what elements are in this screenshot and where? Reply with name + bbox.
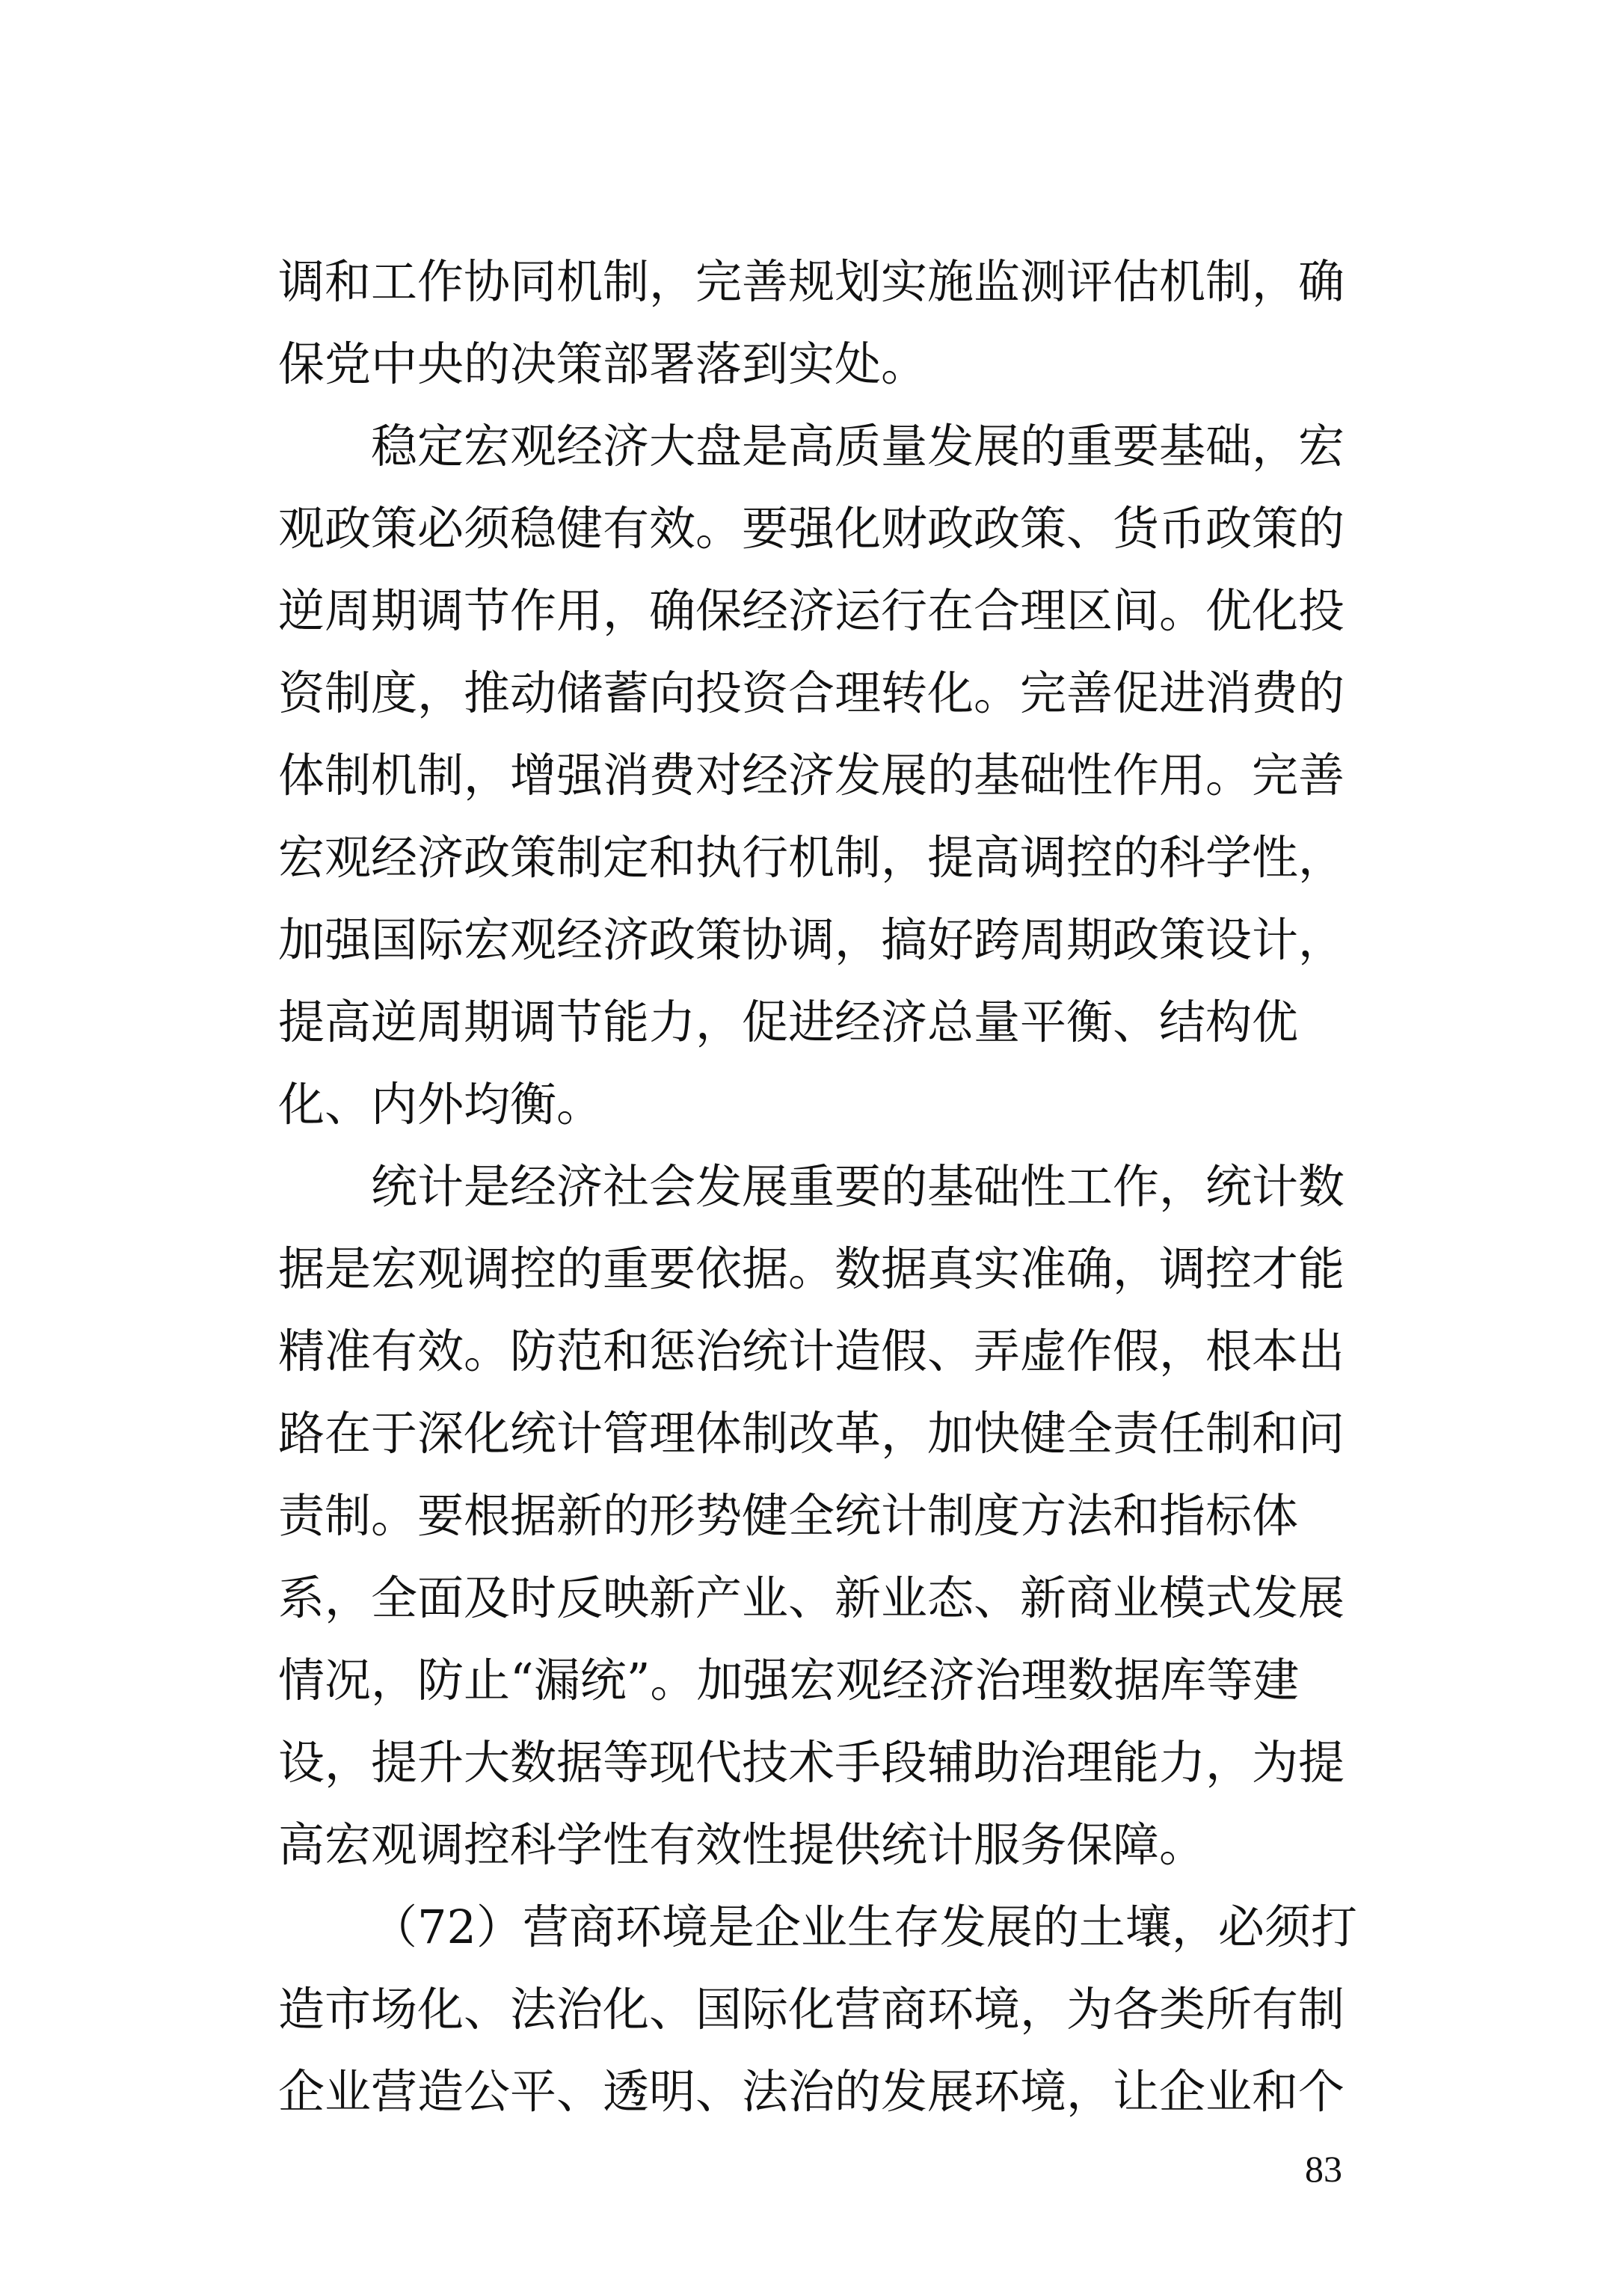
text-line: 设，提升大数据等现代技术手段辅助治理能力，为提 — [278, 1735, 1345, 1790]
text-line: 高宏观调控科学性有效性提供统计服务保障。 — [278, 1817, 1206, 1872]
paragraph-start-line: 统计是经济社会发展重要的基础性工作，统计数 — [371, 1159, 1345, 1214]
text-line: 系，全面及时反映新产业、新业态、新商业模式发展 — [278, 1571, 1345, 1625]
text-line: 保党中央的决策部署落到实处。 — [278, 337, 928, 391]
text-line: 情况，防止“漏统”。加强宏观经济治理数据库等建 — [278, 1653, 1300, 1707]
text-line: 逆周期调节作用，确保经济运行在合理区间。优化投 — [278, 583, 1345, 638]
text-line: 造市场化、法治化、国际化营商环境，为各类所有制 — [278, 1982, 1345, 2036]
paragraph-start-line: 稳定宏观经济大盘是高质量发展的重要基础，宏 — [371, 419, 1345, 473]
page-body — [278, 241, 1415, 2133]
text-line: 据是宏观调控的重要依据。数据真实准确，调控才能 — [278, 1241, 1345, 1296]
page-number: 83 — [1305, 2148, 1342, 2190]
text-line: 责制。要根据新的形势健全统计制度方法和指标体 — [278, 1488, 1299, 1543]
text-line: 观政策必须稳健有效。要强化财政政策、货币政策的 — [278, 501, 1345, 556]
text-line: 加强国际宏观经济政策协调，搞好跨周期政策设计， — [278, 912, 1345, 967]
text-line: 路在于深化统计管理体制改革，加快健全责任制和问 — [278, 1406, 1345, 1461]
text-line: 调和工作协同机制，完善规划实施监测评估机制，确 — [278, 254, 1345, 309]
text-line: 宏观经济政策制定和执行机制，提高调控的科学性， — [278, 830, 1345, 885]
text-line: 企业营造公平、透明、法治的发展环境，让企业和个 — [278, 2064, 1345, 2119]
paragraph-start-line: （72）营商环境是企业生存发展的土壤，必须打 — [371, 1900, 1357, 1954]
text-line: 精准有效。防范和惩治统计造假、弄虚作假，根本出 — [278, 1324, 1345, 1378]
text-line: 化、内外均衡。 — [278, 1077, 603, 1132]
text-line: 提高逆周期调节能力，促进经济总量平衡、结构优 — [278, 995, 1299, 1049]
text-line: 资制度，推动储蓄向投资合理转化。完善促进消费的 — [278, 666, 1345, 720]
text-line: 体制机制，增强消费对经济发展的基础性作用。完善 — [278, 748, 1345, 802]
